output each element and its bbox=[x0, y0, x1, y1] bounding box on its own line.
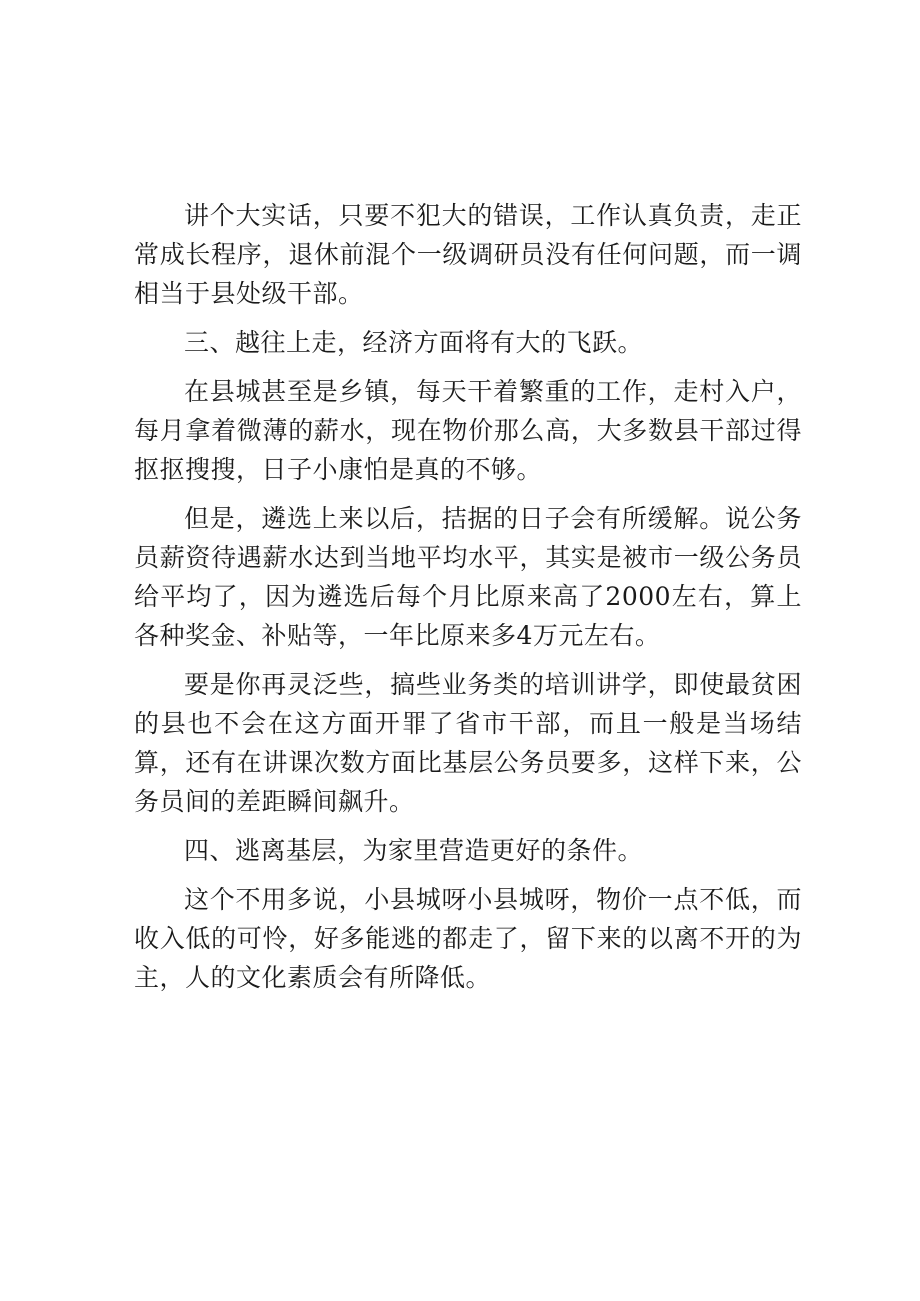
paragraph-3: 但是，遴选上来以后，拮据的日子会有所缓解。说公务员薪资待遇薪水达到当地平均水平，其实是被市一级公务员给平均了，因为遴选后每个月比原来高了2000左右，算上各种奖金、补贴等，一年比原来多4万元左右。 bbox=[134, 504, 802, 650]
paragraph-1: 讲个大实话，只要不犯大的错误，工作认真负责，走正常成长程序，退休前混个一级调研员没有任何问题，而一调相当于县处级干部。 bbox=[134, 201, 802, 308]
paragraph-4: 要是你再灵泛些，搞些业务类的培训讲学，即使最贫困的县也不会在这方面开罪了省市干部，而且一般是当场结算，还有在讲课次数方面比基层公务员要多，这样下来，公务员间的差距瞬间飙升。 bbox=[134, 670, 802, 816]
paragraph-5: 这个不用多说，小县城呀小县城呀，物价一点不低，而收入低的可怜，好多能逃的都走了，留下来的以离不开的为主，人的文化素质会有所降低。 bbox=[134, 885, 802, 992]
document-body bbox=[134, 196, 802, 1007]
paragraph-2: 在县城甚至是乡镇，每天干着繁重的工作，走村入户，每月拿着微薄的薪水，现在物价那么高，大多数县干部过得抠抠搜搜，日子小康怕是真的不够。 bbox=[134, 377, 802, 484]
section-heading-4: 四、逃离基层，为家里营造更好的条件。 bbox=[184, 836, 644, 865]
section-heading-3: 三、越往上走，经济方面将有大的飞跃。 bbox=[184, 328, 644, 357]
